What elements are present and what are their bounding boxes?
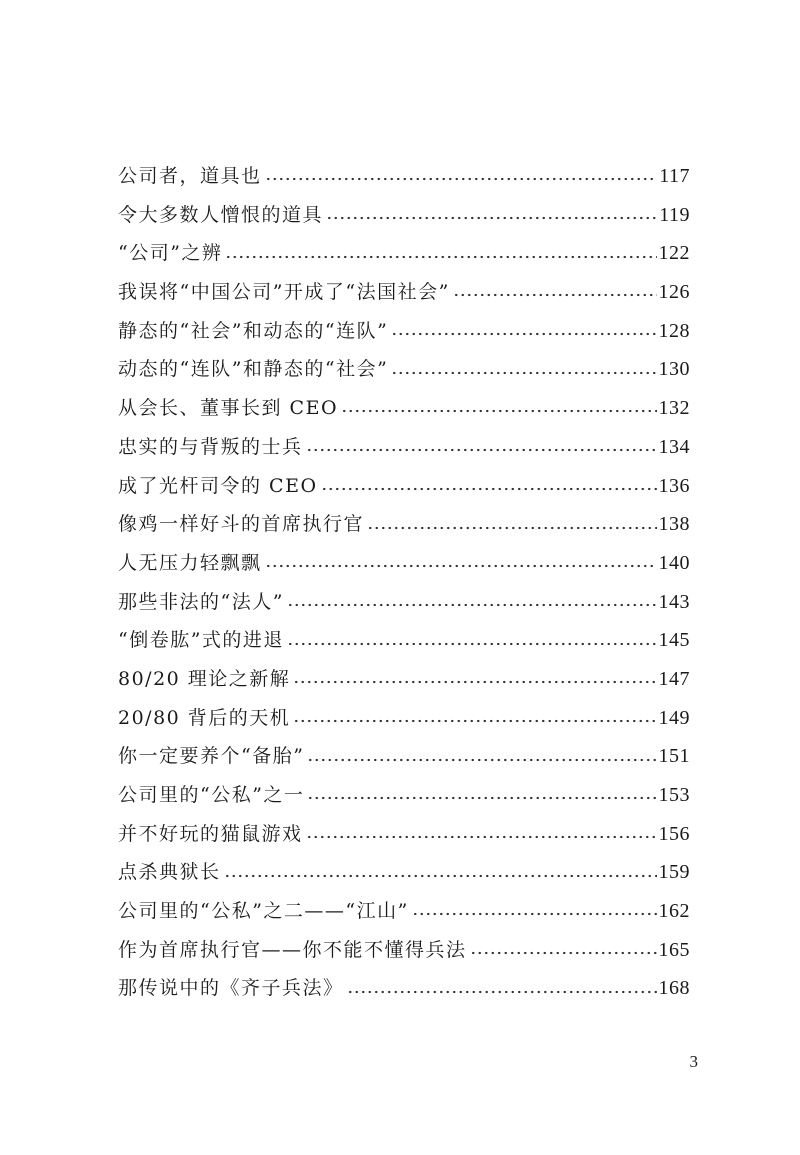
table-of-contents — [118, 157, 690, 1008]
toc-entry[interactable] — [118, 196, 690, 235]
page-number: 3 — [689, 1052, 698, 1071]
toc-entry[interactable] — [118, 389, 690, 428]
toc-entry-title: 像鸡一样好斗的首席执行官 — [118, 513, 365, 536]
toc-entry-page: 128 — [658, 319, 690, 342]
toc-entry-title: 作为首席执行官——你不能不懂得兵法 — [118, 938, 467, 961]
toc-entry-page: 149 — [658, 706, 690, 729]
toc-entry-title: 动态的“连队”和静态的“社会” — [118, 358, 389, 381]
toc-entry[interactable] — [118, 699, 690, 738]
dot-leader — [225, 255, 656, 259]
toc-entry[interactable] — [118, 621, 690, 660]
toc-entry-page: 165 — [658, 938, 690, 961]
dot-leader — [265, 564, 657, 568]
toc-entry[interactable] — [118, 350, 690, 389]
toc-entry-title: 20/80 背后的天机 — [118, 706, 291, 729]
toc-entry-page: 145 — [658, 629, 690, 652]
dot-leader — [391, 371, 656, 375]
toc-entry-title: 从会长、董事长到 CEO — [118, 397, 339, 420]
toc-entry-title: 忠实的与背叛的士兵 — [118, 435, 303, 458]
dot-leader — [347, 990, 657, 994]
toc-entry-page: 140 — [658, 551, 690, 574]
toc-entry-page: 143 — [658, 590, 690, 613]
toc-entry-title: 令大多数人憎恨的道具 — [118, 203, 324, 226]
toc-entry-page: 126 — [658, 281, 690, 304]
toc-entry[interactable] — [118, 815, 690, 854]
toc-entry-page: 159 — [658, 861, 690, 884]
toc-entry-page: 138 — [658, 513, 690, 536]
toc-entry-title: 并不好玩的猫鼠游戏 — [118, 822, 303, 845]
toc-entry[interactable] — [118, 312, 690, 351]
toc-entry-title: 那传说中的《齐子兵法》 — [118, 977, 344, 1000]
toc-entry[interactable] — [118, 544, 690, 583]
dot-leader — [367, 526, 656, 530]
toc-entry[interactable] — [118, 776, 690, 815]
toc-entry[interactable] — [118, 660, 690, 699]
dot-leader — [307, 758, 656, 762]
dot-leader — [412, 912, 657, 916]
dot-leader — [287, 603, 657, 607]
toc-entry-page: 119 — [659, 203, 690, 226]
toc-entry-title: 人无压力轻飘飘 — [118, 551, 262, 574]
dot-leader — [287, 642, 657, 646]
toc-entry-title: 公司里的“公私”之一 — [118, 784, 305, 806]
toc-entry[interactable] — [118, 234, 690, 273]
dot-leader — [306, 448, 657, 452]
toc-entry-page: 134 — [658, 435, 690, 458]
toc-entry[interactable] — [118, 892, 690, 931]
toc-entry[interactable] — [118, 157, 690, 196]
toc-entry-title: 我误将“中国公司”开成了“法国社会” — [118, 281, 450, 304]
toc-entry[interactable] — [118, 737, 690, 776]
toc-entry-page: 151 — [658, 745, 690, 768]
toc-entry-title: 你一定要养个“备胎” — [118, 745, 305, 768]
dot-leader — [470, 951, 657, 955]
dot-leader — [326, 216, 657, 220]
toc-entry[interactable] — [118, 931, 690, 970]
toc-entry-page: 132 — [658, 397, 690, 420]
dot-leader — [391, 332, 656, 336]
toc-entry-title: 公司里的“公私”之二——“江山” — [118, 900, 409, 923]
toc-entry[interactable] — [118, 428, 690, 467]
dot-leader — [453, 293, 657, 297]
toc-entry-title: 静态的“社会”和动态的“连队” — [118, 319, 389, 342]
toc-entry[interactable] — [118, 853, 690, 892]
toc-entry-page: 156 — [658, 822, 690, 845]
toc-entry[interactable] — [118, 969, 690, 1008]
toc-entry-page: 168 — [658, 977, 690, 1000]
dot-leader — [224, 874, 657, 878]
toc-entry[interactable] — [118, 583, 690, 622]
toc-entry-title: 点杀典狱长 — [118, 861, 221, 884]
toc-entry-page: 130 — [658, 358, 690, 381]
dot-leader — [293, 719, 656, 723]
toc-entry-title: 成了光杆司令的 CEO — [118, 474, 318, 497]
toc-entry[interactable] — [118, 273, 690, 312]
dot-leader — [341, 409, 656, 413]
toc-entry-page: 147 — [658, 667, 690, 690]
toc-entry-title: 公司者，道具也 — [118, 165, 262, 187]
toc-entry-title: 80/20 理论之新解 — [118, 667, 291, 690]
dot-leader — [293, 680, 656, 684]
toc-entry-title: “公司”之辨 — [118, 242, 223, 265]
toc-entry-page: 136 — [658, 474, 690, 497]
dot-leader — [265, 177, 658, 181]
toc-entry[interactable] — [118, 505, 690, 544]
toc-entry-page: 153 — [658, 784, 690, 806]
dot-leader — [306, 835, 657, 839]
toc-entry-title: “倒卷肱”式的进退 — [118, 629, 284, 652]
toc-entry[interactable] — [118, 467, 690, 506]
toc-entry-page: 122 — [658, 242, 690, 265]
dot-leader — [321, 487, 657, 491]
toc-entry-title: 那些非法的“法人” — [118, 590, 284, 613]
dot-leader — [307, 796, 656, 800]
toc-entry-page: 117 — [659, 165, 690, 187]
toc-entry-page: 162 — [658, 900, 690, 923]
